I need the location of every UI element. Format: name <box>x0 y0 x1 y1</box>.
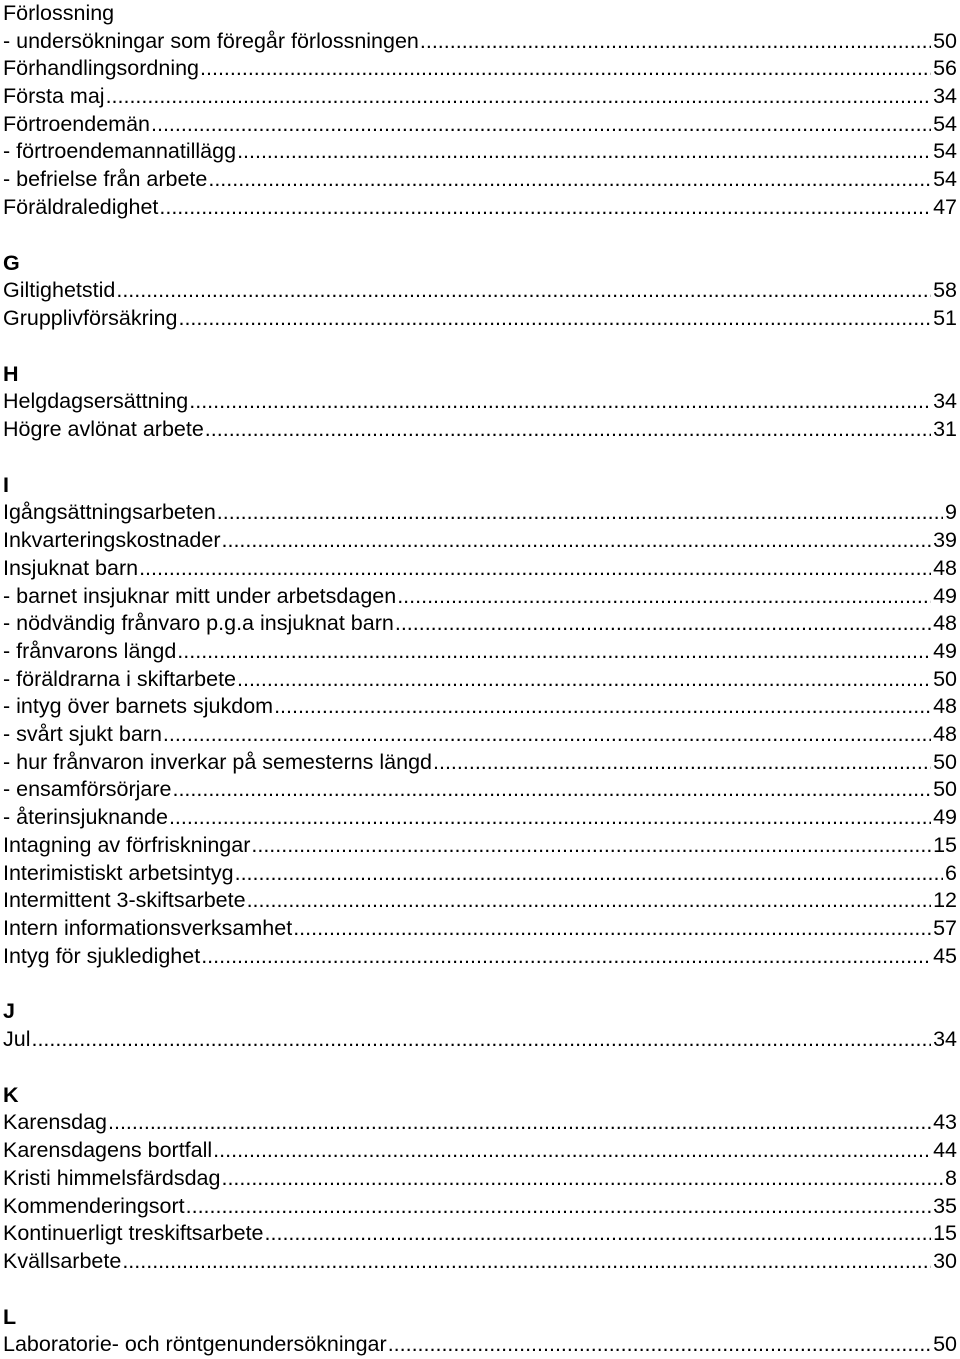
index-term: Inkvarteringskostnader <box>3 528 221 553</box>
index-term: Kommenderingsort <box>3 1193 185 1218</box>
page-number: 48 <box>933 555 957 580</box>
index-term: Laboratorie- och röntgenundersökningar <box>3 1332 387 1357</box>
index-term: Interimistiskt arbetsintyg <box>3 860 234 885</box>
page-number: 47 <box>933 194 957 219</box>
index-term: Insjuknat barn <box>3 555 139 580</box>
dot-leader <box>116 277 931 305</box>
dot-leader <box>251 832 931 860</box>
page-number: 57 <box>933 915 957 940</box>
page-number: 34 <box>933 84 957 109</box>
index-entry <box>3 527 957 555</box>
index-entry <box>3 55 957 83</box>
index-entry <box>3 1165 957 1193</box>
dot-leader <box>293 915 931 943</box>
dot-leader <box>235 860 943 888</box>
dot-leader <box>205 416 931 444</box>
dot-leader <box>108 1109 931 1137</box>
index-term: Grupplivförsäkring <box>3 305 178 330</box>
dot-leader <box>217 499 943 527</box>
index-term: Jul <box>3 1027 31 1052</box>
index-entry <box>3 749 957 777</box>
index-term: Intern informationsverksamhet <box>3 915 293 940</box>
page-number: 43 <box>933 1110 957 1135</box>
index-entry <box>3 1248 957 1276</box>
page-number: 6 <box>945 860 957 885</box>
index-term: - undersökningar som föregår förlossningen <box>3 28 419 53</box>
index-term: - frånvarons längd <box>3 638 177 663</box>
index-entry <box>3 139 957 167</box>
dot-leader <box>172 776 931 804</box>
index-term: Igångsättningsarbeten <box>3 500 216 525</box>
index-term: - återinsjuknande <box>3 805 168 830</box>
page-number: 50 <box>933 28 957 53</box>
page-number: 39 <box>933 528 957 553</box>
index-entry <box>3 83 957 111</box>
index-term: - svårt sjukt barn <box>3 722 162 747</box>
dot-leader <box>388 1331 931 1359</box>
index-entry <box>3 943 957 971</box>
page-number: 50 <box>933 749 957 774</box>
index-term: - nödvändig frånvaro p.g.a insjuknat barn <box>3 611 394 636</box>
index-entry <box>3 860 957 888</box>
index-entry <box>3 583 957 611</box>
index-entry <box>3 0 957 28</box>
section-letter-k: K <box>3 1082 19 1107</box>
index-term: Intagning av förfriskningar <box>3 832 251 857</box>
dot-leader <box>122 1248 931 1276</box>
index-term: - hur frånvaron inverkar på semesterns längd <box>3 749 433 774</box>
dot-leader <box>420 28 931 56</box>
index-entry <box>3 1193 957 1221</box>
dot-leader <box>221 1165 943 1193</box>
index-entry <box>3 666 957 694</box>
dot-leader <box>106 83 932 111</box>
index-term: Helgdagsersättning <box>3 389 189 414</box>
index-term: - intyg över barnets sjukdom <box>3 694 274 719</box>
page-number: 54 <box>933 167 957 192</box>
page-number: 48 <box>933 694 957 719</box>
index-entry <box>3 555 957 583</box>
dot-leader <box>189 388 931 416</box>
index-term: - befrielse från arbete <box>3 167 208 192</box>
index-entry <box>3 1137 957 1165</box>
page-number: 56 <box>933 56 957 81</box>
section-letter-l: L <box>3 1304 17 1329</box>
dot-leader <box>139 555 931 583</box>
index-term: Karensdagens bortfall <box>3 1138 213 1163</box>
index-term: Förlossning <box>3 0 115 25</box>
page-number: 50 <box>933 666 957 691</box>
page-number: 30 <box>933 1248 957 1273</box>
section-letter-j: J <box>3 999 15 1024</box>
dot-leader <box>151 111 931 139</box>
dot-leader <box>265 1220 932 1248</box>
index-term: Förtroendemän <box>3 111 150 136</box>
dot-leader <box>163 721 931 749</box>
page-number: 51 <box>933 305 957 330</box>
index-entry <box>3 693 957 721</box>
page-number: 50 <box>933 777 957 802</box>
dot-leader <box>201 943 931 971</box>
section-letter-g: G <box>3 250 20 275</box>
index-entry <box>3 1220 957 1248</box>
page-number: 44 <box>933 1138 957 1163</box>
page-number: 54 <box>933 111 957 136</box>
index-entry <box>3 832 957 860</box>
index-term: Kvällsarbete <box>3 1248 122 1273</box>
dot-leader <box>177 638 931 666</box>
page-number: 35 <box>933 1193 957 1218</box>
index-term: - föräldrarna i skiftarbete <box>3 666 237 691</box>
index-term: Kristi himmelsfärdsdag <box>3 1165 221 1190</box>
dot-leader <box>433 749 931 777</box>
dot-leader <box>395 610 931 638</box>
index-entry <box>3 915 957 943</box>
page-number: 49 <box>933 583 957 608</box>
index-entry <box>3 638 957 666</box>
page-number: 31 <box>933 417 957 442</box>
dot-leader <box>397 583 931 611</box>
index-entry <box>3 111 957 139</box>
page-number: 50 <box>933 1332 957 1357</box>
page-number: 49 <box>933 805 957 830</box>
page-number: 58 <box>933 278 957 303</box>
index-entry <box>3 804 957 832</box>
dot-leader <box>274 693 931 721</box>
dot-leader <box>237 138 931 166</box>
index-term: Första maj <box>3 84 105 109</box>
page-number: 9 <box>945 500 957 525</box>
dot-leader <box>208 166 931 194</box>
section-letter-h: H <box>3 361 19 386</box>
index-term: Karensdag <box>3 1110 107 1135</box>
index-term: - ensamförsörjare <box>3 777 172 802</box>
page-number: 48 <box>933 722 957 747</box>
index-entry <box>3 1026 957 1054</box>
dot-leader <box>169 804 931 832</box>
dot-leader <box>159 194 931 222</box>
index-entry <box>3 388 957 416</box>
dot-leader <box>186 1193 931 1221</box>
index-term: Kontinuerligt treskiftsarbete <box>3 1221 264 1246</box>
index-entry <box>3 416 957 444</box>
index-entry <box>3 28 957 56</box>
index-entry <box>3 277 957 305</box>
dot-leader <box>31 1026 931 1054</box>
index-term: Förhandlingsordning <box>3 56 200 81</box>
page-number: 15 <box>933 1221 957 1246</box>
index-entry <box>3 1110 957 1138</box>
page-number: 54 <box>933 139 957 164</box>
index-entry <box>3 305 957 333</box>
index-entry <box>3 887 957 915</box>
page-number: 8 <box>945 1165 957 1190</box>
index-term: Föräldraledighet <box>3 194 159 219</box>
dot-leader <box>237 666 931 694</box>
index-entry <box>3 777 957 805</box>
page-number: 48 <box>933 611 957 636</box>
dot-leader <box>213 1137 931 1165</box>
dot-leader <box>178 305 931 333</box>
index-term: Intyg för sjukledighet <box>3 943 201 968</box>
page-number: 34 <box>933 1027 957 1052</box>
page-number: 49 <box>933 638 957 663</box>
index-entry <box>3 610 957 638</box>
index-term: - barnet insjuknar mitt under arbetsdagen <box>3 583 397 608</box>
page-number: 15 <box>933 832 957 857</box>
index-entry <box>3 194 957 222</box>
index-term: Högre avlönat arbete <box>3 417 204 442</box>
index-term: Intermittent 3-skiftsarbete <box>3 888 246 913</box>
dot-leader <box>222 527 932 555</box>
index-entry <box>3 721 957 749</box>
dot-leader <box>200 55 931 83</box>
index-entry <box>3 166 957 194</box>
section-letter-i: I <box>3 472 9 497</box>
page-number: 45 <box>933 943 957 968</box>
index-term: - förtroendemannatillägg <box>3 139 237 164</box>
page-number: 34 <box>933 389 957 414</box>
dot-leader <box>247 887 932 915</box>
index-entry <box>3 500 957 528</box>
index-entry <box>3 1331 957 1359</box>
index-term: Giltighetstid <box>3 278 116 303</box>
page-number: 12 <box>933 888 957 913</box>
